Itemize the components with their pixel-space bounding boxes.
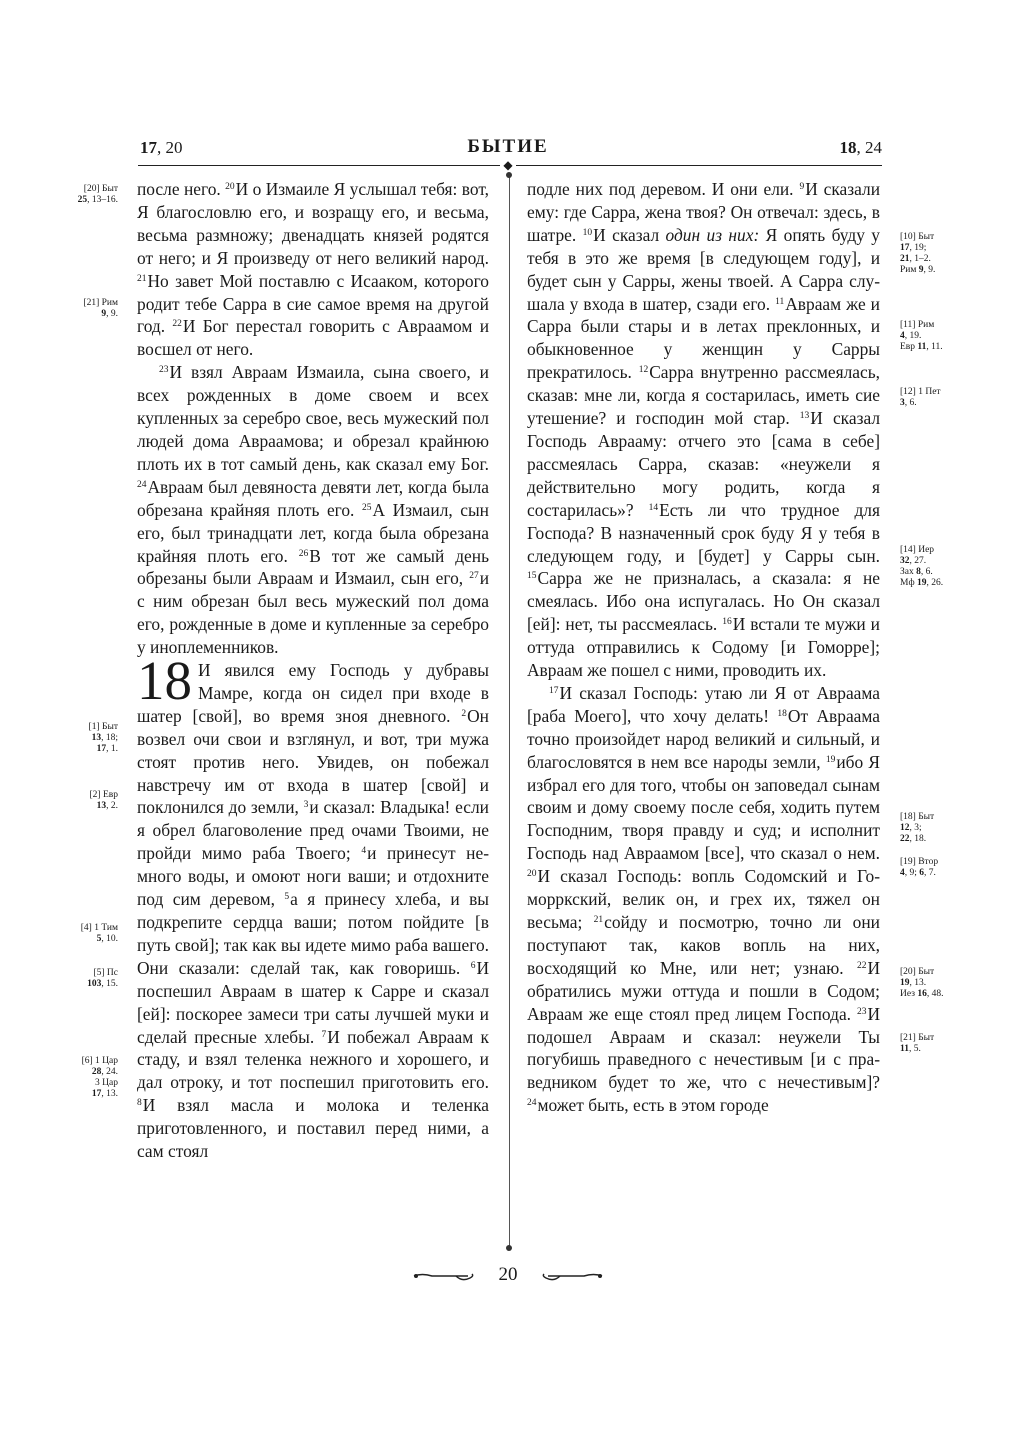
- left-chapter: 17: [140, 138, 157, 157]
- text-run: сойду и посмотрю, точно ли они поступают так, каков вопль на них, восходящий ко Мне, или нет; узнаю.: [527, 912, 880, 978]
- cross-reference: [50, 722, 118, 755]
- text-run: и сказал: Владыка! если я обрел благоволение пред очами Твоими, не пройди мимо раба Твоего;: [137, 797, 489, 864]
- paragraph: [527, 682, 880, 1117]
- verse-number: 14: [648, 502, 659, 513]
- text-run: , 2.: [106, 801, 118, 811]
- text-run: И взял Авраам Измаила, сына своего, и всех рожденных в доме своем и всех купленных за серебро свое, весь мужеский пол людей дома Авраамова; и обрезал крайнюю плоть их в тот самый день, как сказал ему Бог.: [137, 362, 489, 474]
- text-run: Евр: [900, 342, 918, 352]
- verse-number: 18: [777, 708, 787, 719]
- text-run: [10] Быт: [900, 232, 935, 242]
- text-run: И встали те мужи и оттуда отправились к Содому [и Гоморре]; Авраам же пошел с ними, проводить их.: [527, 614, 880, 681]
- verse-number: 22: [856, 960, 867, 971]
- text-run: , 18;: [101, 733, 118, 743]
- text-run: , 24.: [101, 1067, 118, 1077]
- text-run: Есть ли что трудное для Господа? В назначенный срок буду Я у тебя в следующем году, и [будет] у Сарры сын.: [527, 499, 880, 566]
- cross-reference: [900, 967, 968, 1000]
- ref-chapter: 103: [87, 979, 102, 989]
- text-run: Мф: [900, 578, 917, 588]
- text-run: Но завет Мой поставлю с Исааком, которого родит тебе Сарра в сие самое время на другой год.: [137, 270, 489, 337]
- text-run: может быть, есть в этом городе: [537, 1095, 769, 1116]
- ref-chapter: 3: [900, 398, 905, 408]
- cross-reference: [900, 1033, 968, 1055]
- verse-number: 23: [856, 1006, 867, 1017]
- text-run: И поспешил Авраам в шатер к Сарре и сказал [ей]: поскорее замеси три саты лучшей муки и сделай пресные хлебы.: [137, 957, 489, 1047]
- ref-chapter: 5: [96, 934, 102, 944]
- text-run: [14] Иер: [900, 545, 935, 555]
- ref-chapter: 19: [900, 978, 910, 988]
- text-run: И обратились мужи оттуда и пошли в Содом; Авраам же еще стоял пред лицем Господа.: [527, 957, 880, 1024]
- cross-reference: [900, 387, 968, 409]
- text-run: [12] 1 Пет: [900, 387, 941, 397]
- text-run: Я опять буду у тебя в это же время [в следующем году], и будет сын у Сарры, жены твоей. А Сарра слушала у входа в шатер, сзади его.: [527, 224, 880, 314]
- text-run: Рим: [900, 265, 919, 275]
- verse-number: 24: [137, 479, 147, 490]
- text-run: , 7.: [924, 868, 936, 878]
- text-run: [21] Быт: [900, 1033, 935, 1043]
- text-run: , 3;: [909, 823, 922, 833]
- text-run: , 19.: [904, 331, 922, 341]
- paragraph: [137, 178, 489, 361]
- verse-number: 16: [722, 617, 732, 628]
- ref-chapter: 17: [900, 243, 910, 253]
- book-title: БЫТИЕ: [467, 136, 549, 157]
- text-run: , 18.: [909, 834, 927, 844]
- text-run: И взял масла и молока и теленка приготовленного, и поставил перед ними, а сам стоял: [137, 1095, 489, 1162]
- text-run: И явился ему Господь у дубравы Мамре, когда он сидел при входе в шатер [свой], во время зноя дневного.: [137, 660, 489, 726]
- text-run: И подошел Авраам и сказал: неужели Ты погубишь праведного с нечестивым [и с праведником будет то же, что с нечестивым]?: [527, 1003, 880, 1093]
- verse-number: 13: [799, 411, 810, 422]
- verse-number: 26: [298, 548, 309, 559]
- text-run: , 6.: [920, 567, 933, 577]
- ref-chapter: 17: [91, 1089, 102, 1099]
- text-run: Иез: [900, 989, 918, 999]
- text-run: ибо Я избрал его для того, чтобы он заповедал сынам своим и дому своему после себя, ходить путем Господним, творя правду и суд; и исполнит Господь над Авраамом [все], что сказал о нем.: [527, 751, 880, 864]
- text-run: И сказал Господь: вопль Содомский и Гоморркский, велик он, и грех их, тяжел он весьма;: [527, 866, 880, 932]
- ref-chapter: 13: [91, 733, 102, 743]
- text-run: [18] Быт: [900, 812, 935, 822]
- verse-number: 24: [527, 1098, 537, 1109]
- text-run: [6] 1 Цар: [81, 1056, 118, 1066]
- text-run: и принесут немного воды, и омоют ноги ваши; и отдохните под сим деревом,: [137, 843, 489, 910]
- verse-number: 12: [638, 365, 649, 376]
- text-run: , 1.: [106, 744, 118, 754]
- text-run: , 9.: [923, 265, 936, 275]
- text-run: , 13–16.: [87, 195, 118, 205]
- text-run: И сказал Господь: утаю ли Я от Авраама [раба Моего], что хочу делать!: [527, 682, 880, 726]
- cross-reference: [50, 1056, 118, 1100]
- verse-number: 10: [582, 227, 593, 238]
- text-run: , 13.: [101, 1089, 118, 1099]
- verse-number: 17: [549, 685, 559, 696]
- verse-number: 8: [137, 1098, 142, 1109]
- text-run: [5] Пс: [93, 968, 118, 978]
- verse-number: 15: [527, 571, 537, 582]
- text-run: Авраам же и Сарра были стары и в летах преклонных, и обыкновенное у женщин у Сарры прекратилось.: [527, 293, 880, 383]
- text-run: , 9.: [106, 309, 118, 319]
- verse-number: 7: [321, 1029, 327, 1040]
- text-run: [19] Втор: [900, 857, 939, 867]
- verse-number: 3: [303, 800, 309, 811]
- verse-number: 9: [799, 182, 805, 192]
- left-text-column: [137, 178, 489, 1163]
- text-run: И сказал: [593, 224, 666, 245]
- paragraph-chapter-start: [137, 650, 489, 1163]
- ref-chapter: 11: [900, 1044, 909, 1054]
- verse-number: 22: [172, 319, 182, 330]
- text-run: И о Измаиле Я услышал тебя: вот, Я благословлю его, и возращу его, и весьма, весьма размножу; двенадцать князей родятся от него; и Я произведу от него великий народ.: [137, 179, 489, 268]
- ref-chapter: 11: [917, 342, 927, 352]
- cross-reference: [900, 232, 968, 276]
- ref-chapter: 4: [900, 868, 905, 878]
- verse-number: 19: [825, 754, 836, 765]
- verse-number: 25: [361, 502, 372, 513]
- ref-chapter: 21: [900, 254, 910, 264]
- text-run: , 48.: [926, 989, 944, 999]
- cross-reference: [50, 298, 118, 320]
- ref-chapter: 8: [916, 567, 921, 577]
- text-run: , 9;: [904, 868, 920, 878]
- text-run: [2] Евр: [89, 790, 118, 800]
- ref-chapter: 17: [96, 744, 107, 754]
- text-run: а я принесу хлеба, и вы подкрепите сердца ваши; потом пойдите [в путь свой]; так как вы идете мимо раба вашего. Они сказали: сделай так, как говоришь.: [137, 889, 489, 978]
- text-run: [21] Рим: [83, 298, 118, 308]
- text-run: подле них под деревом. И они ели.: [527, 179, 800, 199]
- cross-reference: [900, 545, 968, 589]
- verse-number: 6: [470, 960, 476, 971]
- right-verse: , 24: [856, 138, 882, 157]
- text-run: , 5.: [908, 1044, 921, 1054]
- text-run: Авраам был девяноста девяти лет, когда была обрезана крайняя плоть его.: [137, 476, 489, 520]
- verse-number: 21: [593, 915, 604, 925]
- verse-number: 23: [159, 365, 169, 376]
- text-run: после него.: [137, 179, 226, 199]
- text-run: [11] Рим: [900, 320, 935, 330]
- ref-chapter: 32: [900, 556, 910, 566]
- ref-chapter: 4: [900, 331, 905, 341]
- verse-number: 21: [137, 273, 147, 284]
- text-run: , 10.: [101, 934, 118, 944]
- text-run: И сказал Господь Аврааму: отчего это [сама в себе] рассмеялась Сарра, сказав: «неужели я действительно могу родить, когда я состарилась»?: [527, 408, 880, 520]
- right-ornament-icon: [540, 1272, 604, 1284]
- text-run: , 19;: [909, 243, 927, 253]
- italic-text: один из них:: [665, 224, 760, 245]
- text-run: От Авраама точно произойдет народ великий и сильный, и благословятся в нем все народы земли,: [527, 705, 881, 772]
- text-run: , 1–2.: [909, 254, 931, 264]
- page-footer: [0, 1262, 1016, 1292]
- verse-number: 2: [461, 708, 467, 719]
- text-run: И Бог перестал говорить с Авраамом и восшел от него.: [137, 316, 490, 360]
- rule-diamond-icon: ◆: [500, 159, 516, 171]
- right-text-column: [527, 178, 880, 1117]
- verse-number: 20: [527, 869, 537, 880]
- text-run: [4] 1 Тим: [80, 923, 118, 933]
- verse-number: 5: [284, 892, 290, 903]
- verse-number: 27: [469, 571, 479, 582]
- text-run: , 6.: [904, 398, 917, 408]
- ref-chapter: 16: [917, 989, 927, 999]
- cross-reference: [900, 812, 968, 845]
- paragraph: [137, 361, 489, 659]
- ref-chapter: 19: [916, 578, 927, 588]
- text-run: 3 Цар: [95, 1078, 118, 1088]
- text-run: , 11.: [926, 342, 943, 352]
- verse-number: 11: [775, 296, 785, 307]
- cross-reference: [50, 184, 118, 206]
- text-run: И побежал Авраам к стаду, и взял теленка нежного и хорошего, и дал отроку, и тот поспешил приготовить его.: [137, 1026, 489, 1093]
- text-run: Он возвел очи свои и взглянул, и вот, три мужа стоят против него. Увидев, он побежал навстречу им от входа в шатер [свой] и поклонился до земли,: [137, 705, 489, 818]
- ref-chapter: 25: [77, 195, 88, 205]
- chapter-text: [137, 650, 489, 1162]
- left-verse: , 20: [157, 138, 183, 157]
- text-run: , 27.: [909, 556, 927, 566]
- ref-chapter: 6: [919, 868, 925, 878]
- right-chapter: 18: [839, 138, 857, 157]
- text-run: И сказали ему: где Сарра, жена твоя? Он отвечал: здесь, в шатре.: [527, 179, 880, 245]
- cross-reference: [50, 790, 118, 812]
- text-run: [20] Быт: [900, 967, 935, 977]
- text-run: В тот же самый день обрезаны были Авраам и Измаил, сын его,: [137, 545, 489, 589]
- ref-chapter: 9: [101, 309, 107, 319]
- paragraph: [527, 178, 880, 682]
- ref-chapter: 22: [900, 834, 910, 844]
- chapter-number: 18: [137, 650, 192, 712]
- running-head-right: [840, 138, 883, 158]
- text-run: , 15.: [101, 979, 118, 989]
- cross-reference: [50, 923, 118, 945]
- text-run: [1] Быт: [88, 722, 118, 732]
- text-run: А Измаил, сын его, был тринадцати лет, когда была обрезана крайняя плоть его.: [137, 499, 489, 566]
- column-divider: [509, 174, 510, 1248]
- cross-reference: [900, 320, 968, 353]
- ref-chapter: 28: [91, 1067, 102, 1077]
- ref-chapter: 9: [918, 265, 924, 275]
- cross-reference: [50, 968, 118, 990]
- text-run: Зах: [900, 567, 917, 577]
- page-number: 20: [498, 1264, 518, 1285]
- text-run: , 13.: [909, 978, 927, 988]
- cross-reference: [900, 857, 968, 879]
- ref-chapter: 13: [96, 801, 107, 811]
- text-run: [20] Быт: [83, 184, 118, 194]
- divider-bottom-dot-icon: [506, 1245, 512, 1251]
- text-run: и с ним обрезан был весь мужеский пол дома его, рожденные в доме и купленные за серебро у иноплеменников.: [137, 568, 489, 658]
- ref-chapter: 12: [900, 823, 910, 833]
- text-run: Сарра же не призналась, а сказала: я не смеялась. Ибо она испугалась. Но Он сказал [ей]: нет, ты рассмеялась.: [527, 568, 880, 635]
- text-run: , 26.: [926, 578, 944, 588]
- divider-top-dot-icon: [506, 172, 512, 178]
- text-run: Сарра внутренно рассмеялась, сказав: мне ли, когда я состарилась, иметь сие утешение? и господин мой стар.: [527, 362, 880, 429]
- verse-number: 4: [361, 846, 367, 857]
- verse-number: 20: [225, 182, 235, 192]
